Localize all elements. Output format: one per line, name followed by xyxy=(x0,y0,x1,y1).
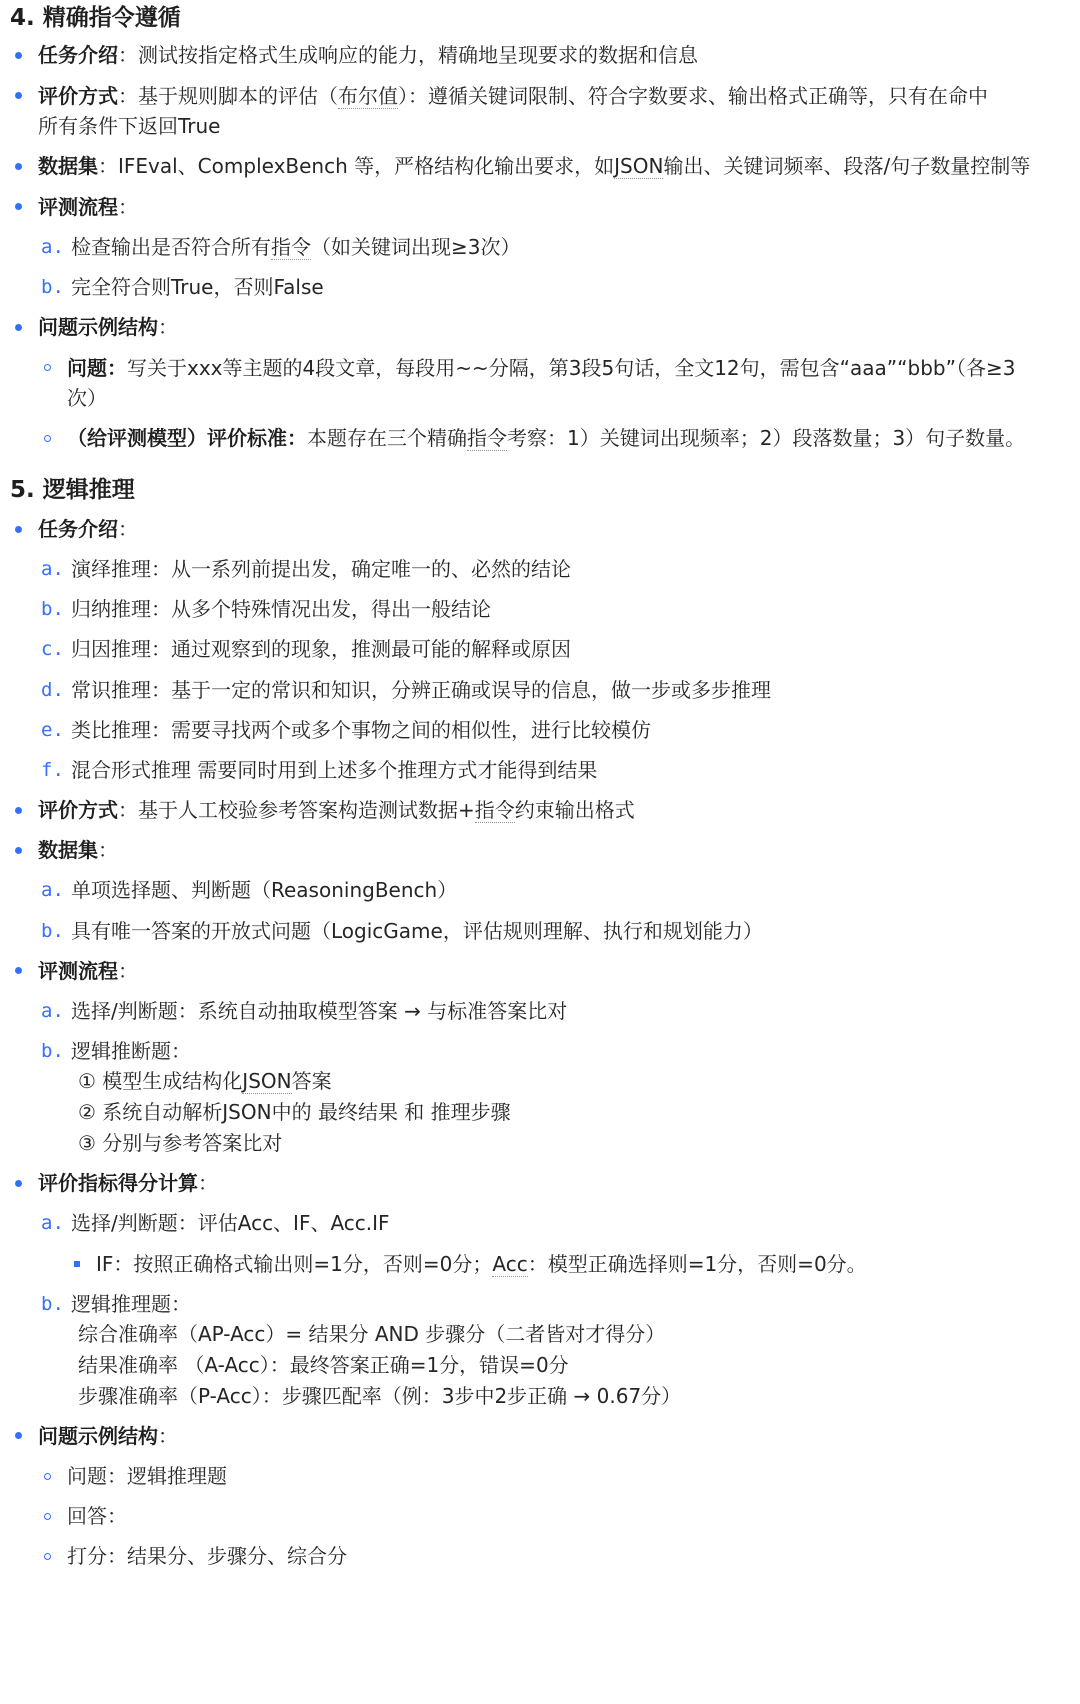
s5-score-colon: ： xyxy=(198,1171,218,1195)
s4-example-question-text: 写关于xxx等主题的4段文章，每段用~~分隔，第3段5句话，全文12句，需包含“aaa”“bbb”（各≥3 xyxy=(127,356,1016,380)
section-4-title: 4. 精确指令遵循 xyxy=(10,5,181,31)
s5-score-b-line2: 结果准确率 （A-Acc）：最终答案正确=1分，错误=0分 xyxy=(78,1353,569,1377)
s4-example-colon: ： xyxy=(158,315,178,339)
s4-dataset-text1: ：IFEval、ComplexBench 等，严格结构化输出要求，如 xyxy=(98,154,615,178)
s5-flow-a: 选择/判断题：系统自动抽取模型答案 → 与标准答案比对 xyxy=(71,999,568,1023)
list-marker-b: b. xyxy=(41,1040,64,1062)
s5-intro-item: 类比推理：需要寻找两个或多个事物之间的相似性，进行比较模仿 xyxy=(71,717,651,742)
s5-example-colon: ： xyxy=(158,1424,178,1448)
s4-eval xyxy=(38,79,988,113)
s4-example xyxy=(38,310,178,344)
s4-flow-b: 完全符合则True，否则False xyxy=(71,275,324,299)
s4-intro xyxy=(38,38,698,72)
s5-eval-instruction: 指令 xyxy=(474,798,515,822)
s4-flow-label: 评测流程 xyxy=(38,195,118,219)
list-marker-a: a. xyxy=(41,879,64,901)
s5-intro-item: 常识推理：基于一定的常识和知识，分辨正确或误导的信息，做一步或多步推理 xyxy=(71,677,771,702)
s5-example-item: 打分：结果分、步骤分、综合分 xyxy=(67,1544,347,1568)
bullet-circle xyxy=(44,1553,51,1560)
bullet-circle xyxy=(44,1513,51,1520)
s5-score-label: 评价指标得分计算 xyxy=(38,1171,198,1195)
s4-dataset-json: JSON xyxy=(614,154,664,178)
bullet-dot xyxy=(15,92,22,99)
bullet-circle xyxy=(44,1473,51,1480)
bullet-dot xyxy=(15,324,22,331)
list-marker-b: b. xyxy=(41,598,64,621)
bullet-circle xyxy=(44,435,51,442)
s5-dataset-item: 具有唯一答案的开放式问题（LogicGame，评估规则理解、执行和规划能力） xyxy=(71,918,763,943)
s5-example-label: 问题示例结构 xyxy=(38,1424,158,1448)
s4-eval-text2: ）：遵循关键词限制、符合字数要求、输出格式正确等，只有在命中 xyxy=(398,84,988,108)
s4-dataset-label: 数据集 xyxy=(38,154,98,178)
s5-intro-item: 混合形式推理 需要同时用到上述多个推理方式才能得到结果 xyxy=(71,758,598,782)
bullet-dot xyxy=(15,163,22,170)
bullet-dot xyxy=(15,52,22,59)
s5-eval-label: 评价方式 xyxy=(38,798,118,822)
list-marker-d: d. xyxy=(41,678,64,701)
s4-flow-a-text: 检查输出是否符合所有 xyxy=(71,235,271,259)
s4-eval-label: 评价方式 xyxy=(38,84,118,108)
s5-score-a-detail-text2: ：模型正确选择则=1分，否则=0分。 xyxy=(527,1252,867,1276)
s4-intro-label: 任务介绍 xyxy=(38,43,118,67)
s5-dataset xyxy=(38,833,118,867)
s4-eval-boolean: 布尔值 xyxy=(338,84,398,108)
bullet-dot xyxy=(15,526,22,533)
list-marker-b: b. xyxy=(41,276,64,298)
s5-score-a-detail-acc: Acc xyxy=(492,1252,528,1276)
list-marker-e: e. xyxy=(41,718,64,741)
s5-dataset-item: 单项选择题、判断题（ReasoningBench） xyxy=(71,878,458,902)
s5-example-item: 问题：逻辑推理题 xyxy=(67,1464,227,1488)
s5-dataset-colon: ： xyxy=(98,838,118,862)
s4-eval-line2: 所有条件下返回True xyxy=(38,114,221,138)
s5-intro-label: 任务介绍 xyxy=(38,517,118,541)
bullet-square xyxy=(74,1261,80,1267)
s5-score xyxy=(38,1166,218,1200)
s4-example-criteria xyxy=(67,421,1025,455)
section-5-title: 5. 逻辑推理 xyxy=(10,477,135,503)
s4-flow-colon: ： xyxy=(118,195,138,219)
s5-score-b-line3: 步骤准确率（P-Acc）：步骤匹配率（例：3步中2步正确 → 0.67分） xyxy=(78,1384,682,1408)
s4-flow-a-rest: （如关键词出现≥3次） xyxy=(311,235,521,259)
list-marker-a: a. xyxy=(41,1000,64,1022)
s5-flow-b-step1-rest: 答案 xyxy=(291,1069,332,1093)
list-marker-a: a. xyxy=(41,558,64,580)
s5-intro xyxy=(38,512,138,546)
s5-score-a-detail-text1: IF：按照正确格式输出则=1分，否则=0分； xyxy=(96,1252,493,1276)
bullet-dot xyxy=(15,203,22,210)
bullet-dot xyxy=(15,1180,22,1187)
list-marker-b: b. xyxy=(41,1293,64,1315)
s4-example-criteria-text2: 考察：1）关键词出现频率；2）段落数量；3）句子数量。 xyxy=(507,426,1026,450)
s4-intro-text: ：测试按指定格式生成响应的能力，精确地呈现要求的数据和信息 xyxy=(118,43,698,67)
s5-intro-item: 演绎推理：从一系列前提出发，确定唯一的、必然的结论 xyxy=(71,557,571,581)
s4-example-question-label: 问题： xyxy=(67,356,127,380)
s4-flow-a-instruction: 指令 xyxy=(271,235,311,259)
s4-example-criteria-label: （给评测模型）评价标准： xyxy=(67,426,307,450)
list-marker-a: a. xyxy=(41,1212,64,1234)
list-marker-b: b. xyxy=(41,919,64,942)
s5-flow-b-step1 xyxy=(78,1065,332,1098)
s4-example-criteria-instruction: 指令 xyxy=(467,426,507,450)
s5-flow-b: 逻辑推断题： xyxy=(71,1039,191,1063)
bullet-dot xyxy=(15,807,22,814)
list-marker-c: c. xyxy=(41,638,64,661)
s4-example-label: 问题示例结构 xyxy=(38,315,158,339)
s5-score-a: 选择/判断题：评估Acc、IF、Acc.IF xyxy=(71,1211,390,1235)
list-marker-f: f. xyxy=(41,759,64,781)
s5-flow-colon: ： xyxy=(118,959,138,983)
s5-example-item: 回答： xyxy=(67,1504,127,1528)
s4-example-question-line2: 次） xyxy=(67,386,107,410)
bullet-dot xyxy=(15,847,22,854)
list-marker-a: a. xyxy=(41,236,64,258)
s5-score-b-line1: 综合准确率（AP-Acc）= 结果分 AND 步骤分（二者皆对才得分） xyxy=(78,1322,666,1346)
s4-eval-text1: ：基于规则脚本的评估（ xyxy=(118,84,338,108)
s5-intro-colon: ： xyxy=(118,517,138,541)
s5-example xyxy=(38,1419,178,1453)
s4-dataset-text2: 输出、关键词频率、段落/句子数量控制等 xyxy=(663,154,1031,178)
s4-example-question xyxy=(67,351,1015,385)
s5-score-a-detail xyxy=(96,1247,867,1281)
s5-dataset-label: 数据集 xyxy=(38,838,98,862)
s5-flow-b-step1-text: ① 模型生成结构化 xyxy=(78,1069,243,1093)
s5-eval-text2: 约束输出格式 xyxy=(514,798,635,822)
s4-example-criteria-text1: 本题存在三个精确 xyxy=(307,426,467,450)
bullet-dot xyxy=(15,967,22,974)
s5-eval xyxy=(38,793,635,827)
bullet-dot xyxy=(15,1432,22,1439)
s5-eval-text1: ：基于人工校验参考答案构造测试数据+ xyxy=(118,798,475,822)
s5-flow xyxy=(38,954,138,988)
s5-flow-b-step1-json: JSON xyxy=(242,1069,292,1093)
s5-intro-item: 归纳推理：从多个特殊情况出发，得出一般结论 xyxy=(71,597,491,622)
bullet-circle xyxy=(44,364,51,371)
s5-flow-b-step3: ③ 分别与参考答案比对 xyxy=(78,1131,283,1155)
s5-flow-b-step2: ② 系统自动解析JSON中的 最终结果 和 推理步骤 xyxy=(78,1100,511,1124)
s4-flow xyxy=(38,190,138,224)
s4-dataset xyxy=(38,149,1030,183)
s5-intro-item: 归因推理：通过观察到的现象，推测最可能的解释或原因 xyxy=(71,637,571,662)
s5-flow-label: 评测流程 xyxy=(38,959,118,983)
s5-score-b: 逻辑推理题： xyxy=(71,1292,191,1316)
s4-flow-a xyxy=(71,230,520,264)
